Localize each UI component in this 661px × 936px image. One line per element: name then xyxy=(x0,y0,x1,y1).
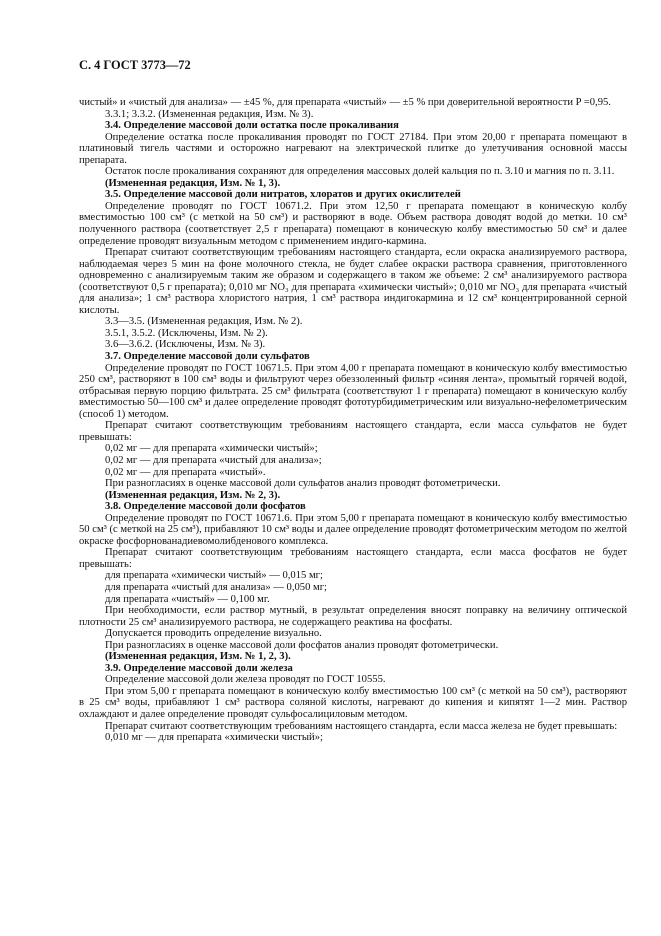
paragraph: При этом 5,00 г препарата помещают в коническую колбу вместимостью 100 см³ (с меткой на 50 см³), растворяют в 25 см³ воды, прибавляют 1 см³ раствора соляной кислоты, нагревают до кипения и кипятят 1—2 мин. Раствор охлаждают и далее определение проводят сульфосалициловым методом. xyxy=(79,685,627,720)
paragraph: 3.3—3.5. (Измененная редакция, Изм. № 2). xyxy=(105,316,303,328)
paragraph: для препарата «химически чистый» — 0,015 мг; xyxy=(105,570,323,582)
paragraph: Определение проводят по ГОСТ 10671.2. При этом 12,50 г препарата помещают в коническую колбу вместимостью 100 см³ (с меткой на 50 см³) и растворяют в воде. Объем раствора доводят водой до метки. 10 см³ полученного раствора (соответствует 2,5 г препарата) помещают в коническую колбу вместимостью 50 см³ и далее определение проводят визуальным методом с применением индиго-кармина. xyxy=(79,200,627,247)
paragraph: При необходимости, если раствор мутный, в результат определения вносят поправку на величину оптической плотности 25 см³ анализируемого раствора, не содержащего реактива на фосфаты. xyxy=(79,605,627,628)
paragraph: 3.7. Определение массовой доли сульфатов xyxy=(105,351,310,363)
paragraph: 3.4. Определение массовой доли остатка после прокаливания xyxy=(105,120,399,132)
paragraph: 3.9. Определение массовой доли железа xyxy=(105,662,293,674)
paragraph: для препарата «чистый для анализа» — 0,050 мг; xyxy=(105,581,328,593)
paragraph: (Измененная редакция, Изм. № 2, 3). xyxy=(105,489,281,501)
paragraph: 0,02 мг — для препарата «химически чистый»; xyxy=(105,443,318,455)
paragraph: Препарат считают соответствующим требованиям настоящего стандарта, если окраска анализируемого раствора, наблюдаемая через 5 мин на фоне молочного стекла, не будет слабее окраски раствора сравнения, приготовленного одновременно с анализируемым таким же образом и содержащего в таком же объеме: 2 см³ анализируемого раствора (соответствуют 0,5 г препарата); 0,010 мг NO₃ для препарата «химически чистый»; 0,010 мг NO₃ для препарата «чистый для анализа»; 1 см³ раствора хлористого натрия, 1 см³ раствора индигокармина и 12 см³ концентрированной серной кислоты. xyxy=(79,247,627,316)
paragraph: 3.3.1; 3.3.2. (Измененная редакция, Изм. № 3). xyxy=(105,108,314,120)
paragraph: Определение проводят по ГОСТ 10671.5. При этом 4,00 г препарата помещают в коническую колбу вместимостью 250 см³, растворяют в 100 см³ воды и фильтруют через обеззоленный фильтр «синяя лента», промытый горячей водой, отбрасывая первую порцию фильтрата. 25 см³ фильтрата (соответствуют 1 г препарата) помещают в коническую колбу вместимостью 50—100 см³ и далее определение проводят фототурбидиметрическим или визуально-нефелометрическим (способ 1) методом. xyxy=(79,362,627,420)
page-header: С. 4 ГОСТ 3773—72 xyxy=(79,58,191,72)
paragraph: 0,02 мг — для препарата «чистый для анализа»; xyxy=(105,454,322,466)
paragraph: для препарата «чистый» — 0,100 мг. xyxy=(105,593,270,605)
paragraph: Определение массовой доли железа проводят по ГОСТ 10555. xyxy=(105,674,386,686)
paragraph: При разногласиях в оценке массовой доли фосфатов анализ проводят фотометрически. xyxy=(105,639,499,651)
paragraph: Препарат считают соответствующим требованиям настоящего стандарта, если масса фосфатов не будет превышать: xyxy=(79,547,627,570)
paragraph: 0,02 мг — для препарата «чистый». xyxy=(105,466,266,478)
paragraph: 3.8. Определение массовой доли фосфатов xyxy=(105,501,306,513)
paragraph: чистый» и «чистый для анализа» — ±45 %, для препарата «чистый» — ±5 % при доверительной вероятности P =0,95. xyxy=(79,97,611,108)
paragraph: 3.6—3.6.2. (Исключены, Изм. № 3). xyxy=(105,339,266,351)
paragraph: 0,010 мг — для препарата «химически чистый»; xyxy=(105,732,323,744)
paragraph: Определение проводят по ГОСТ 10671.6. При этом 5,00 г препарата помещают в коническую колбу вместимостью 50 см³ (с меткой на 25 см³), прибавляют 10 см³ воды и далее определение проводят фотометрическим методом по желтой окраске фосфорнованадиевомолибденового комплекса. xyxy=(79,512,627,547)
paragraph: Определение остатка после прокаливания проводят по ГОСТ 27184. При этом 20,00 г препарата помещают в платиновый тигель частями и осторожно нагревают на электрической плитке до улетучивания основной массы препарата. xyxy=(79,131,627,166)
paragraph: Остаток после прокаливания сохраняют для определения массовых долей кальция по п. 3.10 и магния по п. 3.11. xyxy=(105,166,615,178)
document-body xyxy=(79,97,627,744)
paragraph: (Измененная редакция, Изм. № 1, 3). xyxy=(105,177,281,189)
paragraph: Препарат считают соответствующим требованиям настоящего стандарта, если масса сульфатов не будет превышать: xyxy=(79,420,627,443)
paragraph: (Измененная редакция, Изм. № 1, 2, 3). xyxy=(105,651,291,663)
paragraph: Допускается проводить определение визуально. xyxy=(105,628,322,640)
paragraph: 3.5. Определение массовой доли нитратов, хлоратов и других окислителей xyxy=(105,189,461,201)
paragraph: 3.5.1, 3.5.2. (Исключены, Изм. № 2). xyxy=(105,327,268,339)
paragraph: Препарат считают соответствующим требованиям настоящего стандарта, если масса железа не будет превышать: xyxy=(105,720,618,732)
paragraph: При разногласиях в оценке массовой доли сульфатов анализ проводят фотометрически. xyxy=(105,478,501,490)
